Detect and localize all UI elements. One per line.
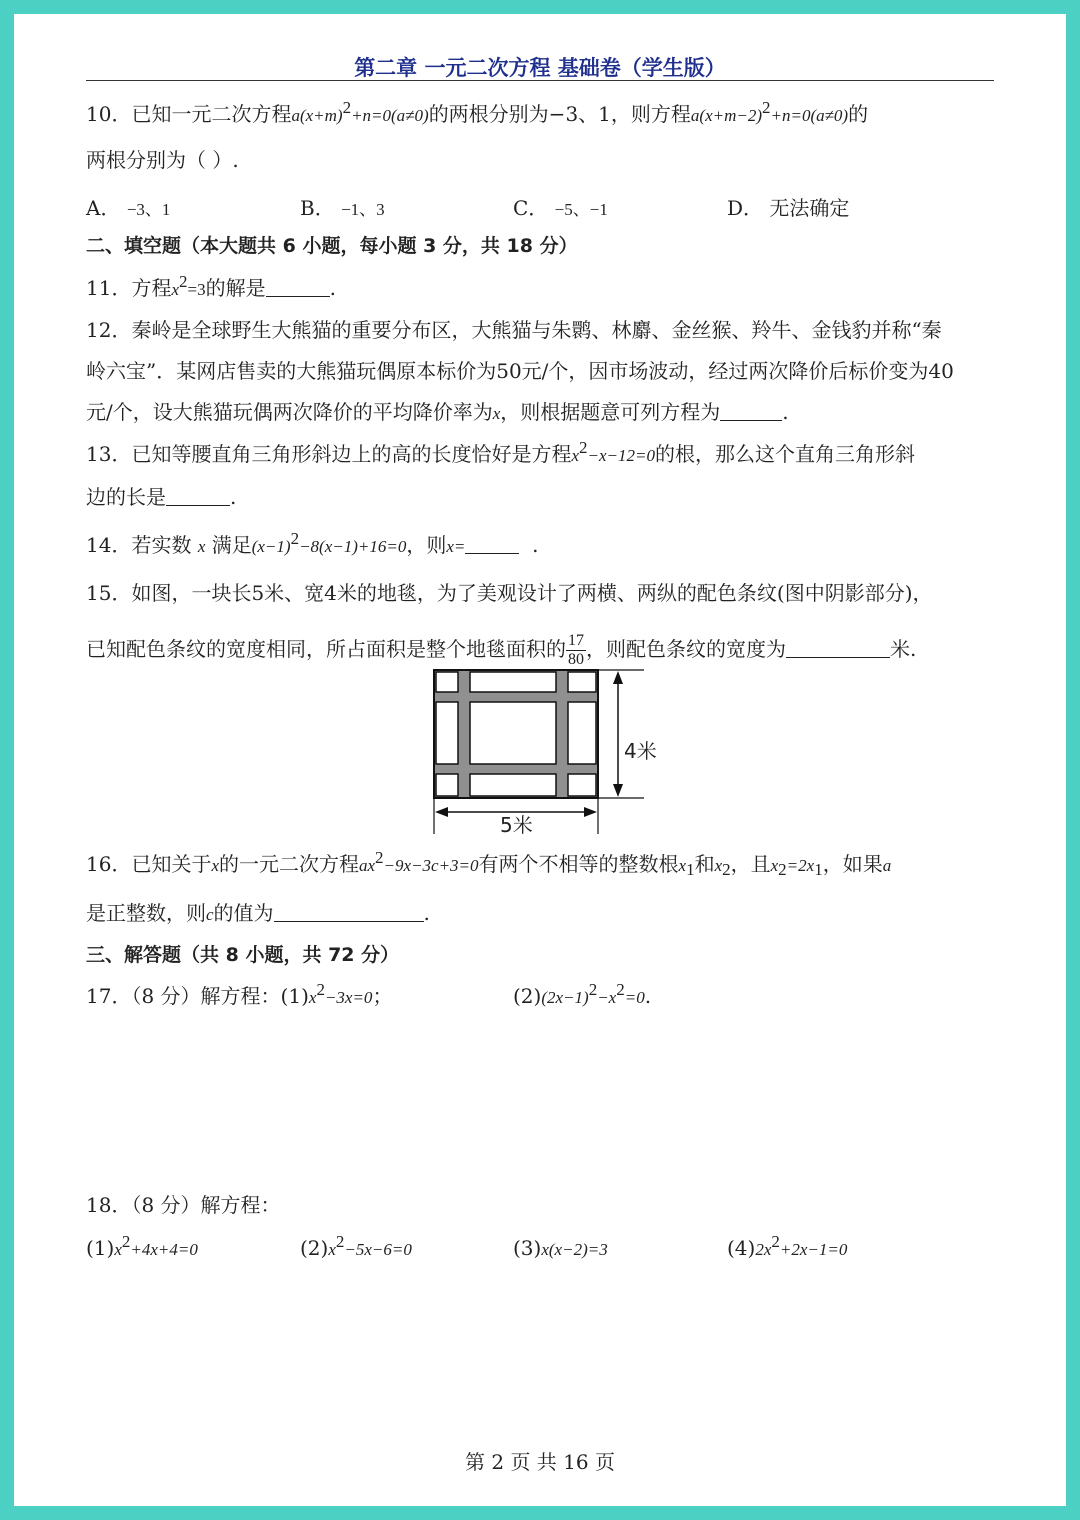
question-10-line-1: 10．已知一元二次方程$a(x+m)^2+n=0(a\ne 0)$的两根分别为−3、1，则方程$a(x+m-2)^2+n=0(a\ne 0)$的 — [86, 98, 869, 126]
answer-blank-16 — [274, 903, 424, 922]
answer-blank-13 — [166, 487, 230, 506]
question-18-part-4: $(4)2x^2+2x-1=0$ — [727, 1232, 848, 1260]
question-17-part-2: $(2)(2x-1)^2-x^2=0$. — [513, 980, 652, 1008]
header-rule — [86, 80, 994, 81]
carpet-figure — [430, 666, 670, 834]
height-label: 4米 — [624, 739, 657, 763]
page-footer: 第 2 页 共 16 页 — [465, 1450, 615, 1474]
answer-blank-15 — [786, 639, 890, 658]
section-2-title: 二、填空题（本大题共 6 小题，每小题 3 分，共 18 分） — [86, 235, 578, 257]
answer-blank-14 — [465, 535, 519, 554]
question-12-line-2: 岭六宝”．某网店售卖的大熊猫玩偶原本标价为50元/个，因市场波动，经过两次降价后标价变为40 — [86, 359, 954, 383]
option-b: B． −1、3 — [300, 196, 385, 220]
option-c: C． −5、−1 — [513, 196, 608, 220]
question-10-line-2: 两根分别为（ ）. — [86, 148, 239, 172]
section-3-title: 三、解答题（共 8 小题，共 72 分） — [86, 944, 400, 966]
question-16-line-2: 是正整数，则c的值为 . — [86, 901, 430, 925]
question-12-line-3: 元/个，设大熊猫玩偶两次降价的平均降价率为x，则根据题意可列方程为 . — [86, 400, 789, 424]
question-18-part-2: $(2)x^2-5x-6=0$ — [300, 1232, 412, 1260]
question-18-part-3: (3)x(x−2)=3 — [513, 1236, 608, 1260]
exam-page — [14, 14, 1066, 1506]
question-13-line-1: 13．已知等腰直角三角形斜边上的高的长度恰好是方程$x^2-x-12=0$的根，那么这个直角三角形斜 — [86, 438, 915, 466]
option-d: D． 无法确定 — [727, 196, 850, 220]
question-12-line-1: 12．秦岭是全球野生大熊猫的重要分布区，大熊猫与朱鹮、林麝、金丝猴、羚牛、金钱豹并称“秦 — [86, 318, 942, 342]
width-label: 5米 — [500, 813, 533, 834]
answer-blank-11 — [266, 278, 330, 297]
question-18: 18．（8 分）解方程： — [86, 1193, 281, 1217]
answer-blank-12 — [720, 402, 782, 421]
question-15-line-2: 已知配色条纹的宽度相同，所占面积是整个地毯面积的 $\frac{17}{80}$ ，则配色条纹的宽度为 米. — [86, 632, 917, 668]
option-a: A． −3、1 — [86, 196, 171, 220]
question-13-line-2: 边的长是 . — [86, 485, 237, 509]
question-17: 17．（8 分）解方程：$(1)x^2-3x=0$； — [86, 980, 393, 1008]
question-15-line-1: 15．如图，一块长5米、宽4米的地毯，为了美观设计了两横、两纵的配色条纹(图中阴影部分)， — [86, 581, 933, 605]
question-11: 11．方程$x^2=3$的解是 . — [86, 272, 336, 300]
question-14: 14．若实数 x 满足$(x-1)^2-8(x-1)+16=0$，则x= . — [86, 529, 539, 557]
page-header-title: 第二章 一元二次方程 基础卷（学生版） — [354, 56, 726, 80]
question-16-line-1: 16．已知关于x的一元二次方程$ax^2-9x-3c+3=0$有两个不相等的整数根$x_1$和$x_2$，且$x_2=2x_1$，如果a — [86, 848, 892, 879]
question-18-part-1: $(1)x^2+4x+4=0$ — [86, 1232, 198, 1260]
fraction-17-80: $\frac{17}{80}$ — [568, 632, 584, 668]
